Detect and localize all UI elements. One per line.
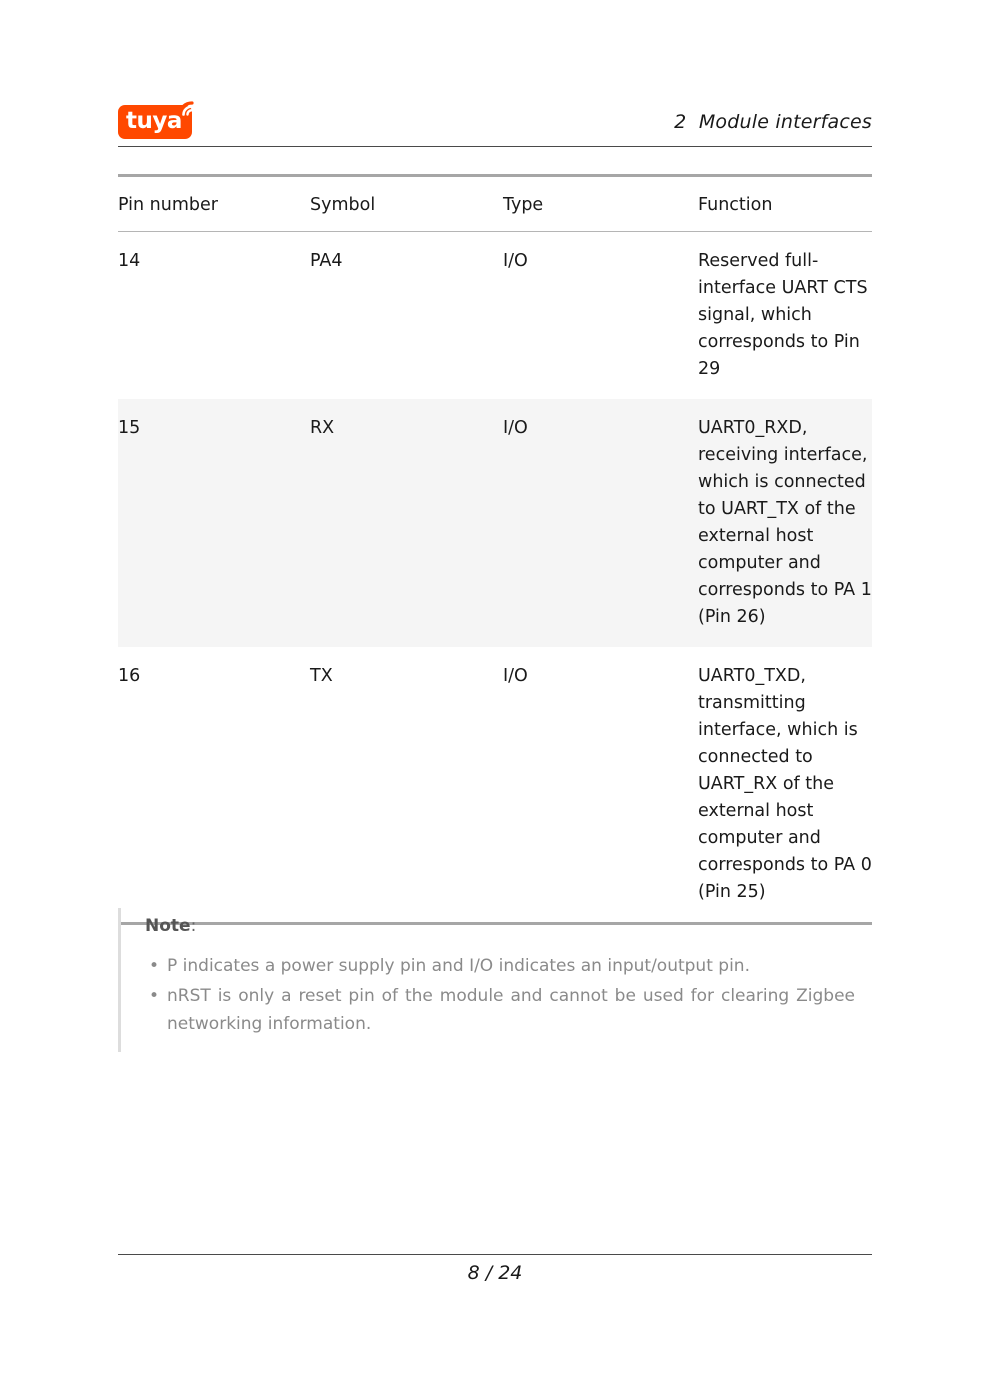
cell-type: I/O <box>503 418 528 438</box>
cell-pin-number: 16 <box>118 666 141 686</box>
cell-symbol: RX <box>310 418 335 438</box>
column-header-function: Function <box>698 195 773 215</box>
table-body <box>118 232 872 922</box>
table-row <box>118 232 872 399</box>
header-section-title: 2 Module interfaces <box>674 111 872 133</box>
cell-type: I/O <box>503 666 528 686</box>
table-header-row <box>118 177 872 231</box>
list-item <box>145 952 878 980</box>
page-header <box>118 96 872 148</box>
note-title <box>145 916 878 936</box>
footer-divider <box>118 1254 872 1255</box>
column-header-symbol: Symbol <box>310 195 376 215</box>
note-item-text: nRST is only a reset pin of the module and cannot be used for clearing Zigbee networking information. <box>167 986 855 1034</box>
note-callout <box>118 908 878 1052</box>
column-header-type: Type <box>503 195 544 215</box>
cell-symbol: TX <box>310 666 333 686</box>
cell-function: UART0_RXD, receiving interface, which is connected to UART_TX of the external host computer and corresponds to PA 1 (Pin 26) <box>698 418 872 627</box>
cell-function: UART0_TXD, transmitting interface, which is connected to UART_RX of the external host computer and corresponds to PA 0 (Pin 25) <box>698 666 872 902</box>
table-row <box>118 647 872 922</box>
cell-pin-number: 15 <box>118 418 141 438</box>
tuya-logo-text: tuya <box>126 108 182 134</box>
cell-symbol: PA4 <box>310 251 343 271</box>
cell-pin-number: 14 <box>118 251 141 271</box>
table-row <box>118 399 872 647</box>
note-item-text: P indicates a power supply pin and I/O indicates an input/output pin. <box>167 956 750 976</box>
page-number: 8 / 24 <box>467 1262 523 1284</box>
note-colon: : <box>190 916 197 936</box>
list-item <box>145 982 878 1038</box>
wifi-arc-icon <box>177 100 195 116</box>
header-divider <box>118 146 872 147</box>
note-label: Note <box>145 916 191 936</box>
column-header-pin-number: Pin number <box>118 195 218 215</box>
tuya-logo <box>118 105 192 139</box>
cell-function: Reserved full-interface UART CTS signal, which corresponds to Pin 29 <box>698 251 868 379</box>
note-list <box>145 952 878 1038</box>
bullet-icon: • <box>149 986 160 1006</box>
bullet-icon: • <box>149 956 160 976</box>
pin-definition-table <box>118 174 872 925</box>
cell-type: I/O <box>503 251 528 271</box>
